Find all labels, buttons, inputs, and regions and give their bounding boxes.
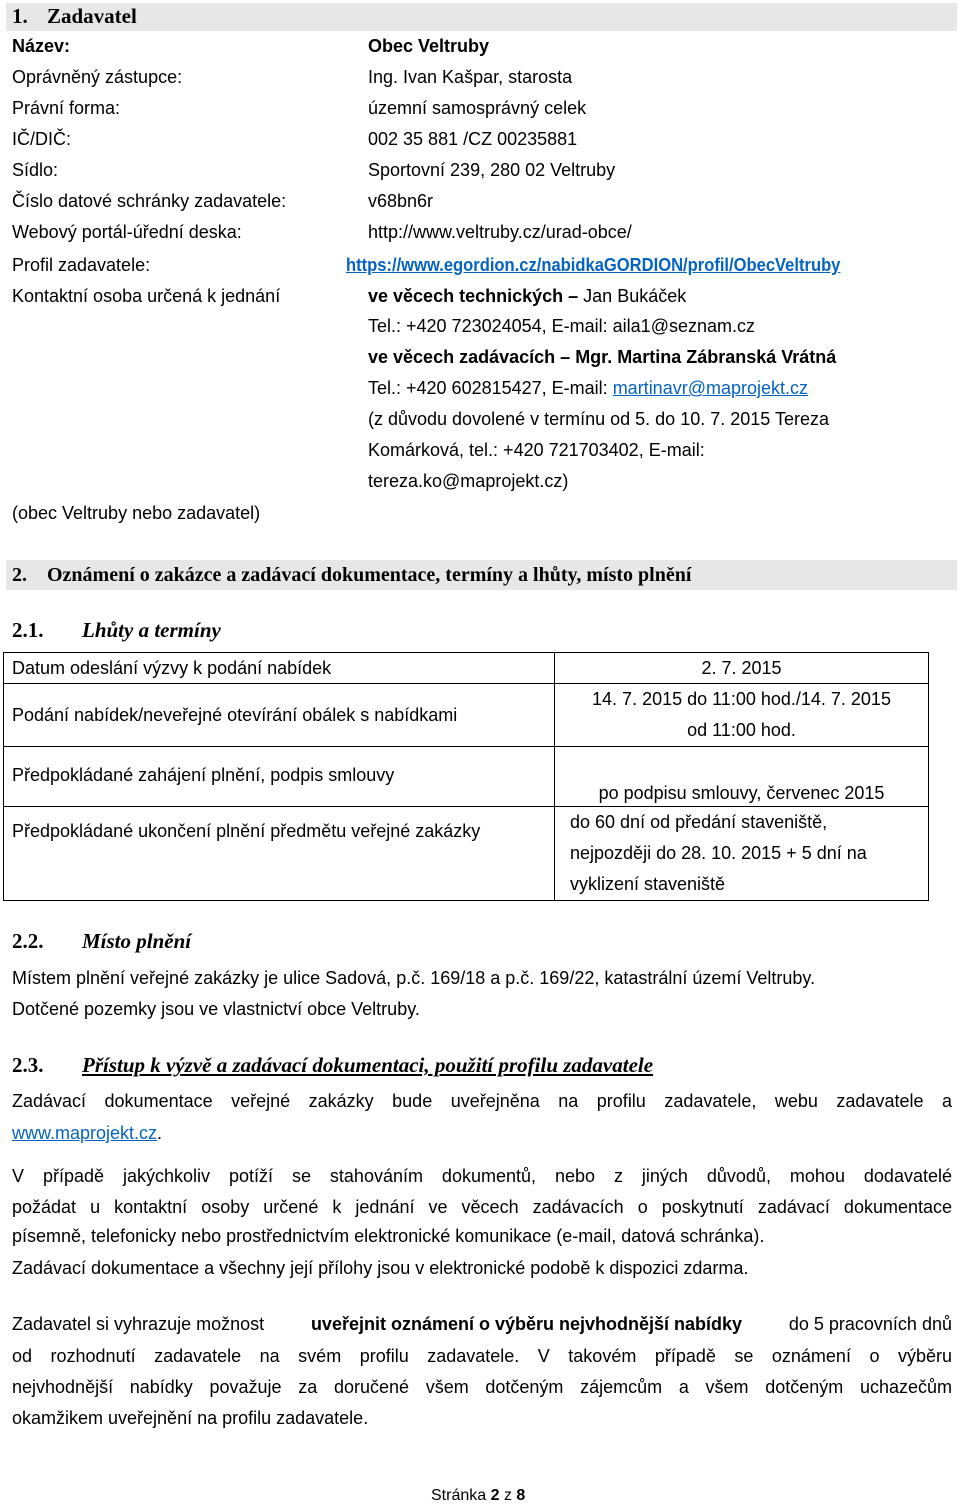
section-2-number: 2. [12, 564, 27, 586]
footer-sep: z [503, 1487, 512, 1504]
section-1-number: 1. [12, 4, 28, 28]
subsection-2-2-title: Místo plnění [82, 929, 192, 953]
p3-part-b: uveřejnit oznámení o výběru nejvhodnější nabídky [310, 1314, 743, 1334]
value-zastupce: Ing. Ivan Kašpar, starosta [368, 67, 573, 87]
pristup-p2-line-3: písemně, telefonicky nebo prostřednictvím elektronické komunikace (e-mail, datová schránka). [12, 1226, 765, 1246]
label-kontaktni-osoba-2: (obec Veltruby nebo zadavatel) [12, 503, 261, 523]
lhuty-table [3, 652, 929, 901]
label-ic-dic: IČ/DIČ: [12, 129, 72, 149]
table-row [4, 653, 929, 684]
footer-prefix: Stránka [431, 1487, 487, 1504]
pristup-p3-line-3: nejvhodnější nabídky považuje za doručené všem dotčeným zájemcům a všem dotčeným uchazečům [12, 1377, 952, 1397]
label-uredni-deska: Webový portál-úřední deska: [12, 222, 242, 242]
value-sidlo: Sportovní 239, 280 02 Veltruby [368, 160, 616, 180]
value-nazev: Obec Veltruby [368, 36, 490, 56]
table-cell-label: Podání nabídek/neveřejné otevírání obálek s nabídkami [4, 684, 555, 747]
footer-page: 2 [490, 1487, 500, 1504]
pristup-p3-line-2: od rozhodnutí zadavatele na svém profilu zadavatele. V takovém případě se oznámení o výběru [12, 1346, 952, 1366]
profil-zadavatele-link[interactable]: https://www.egordion.cz/nabidkaGORDION/profil/ObecVeltruby [346, 255, 841, 275]
zad-prefix: ve věcech zadávacích [368, 347, 556, 367]
p3-part-c: do 5 pracovních dnů [783, 1314, 952, 1334]
value-pravni-forma: územní samosprávný celek [368, 98, 587, 118]
table-cell-line: do 60 dní od předání staveniště, [570, 812, 828, 832]
table-cell-value: 2. 7. 2015 [555, 653, 929, 684]
zad-dash: – [560, 347, 571, 367]
misto-plneni-line-1: Místem plnění veřejné zakázky je ulice Sadová, p.č. 169/18 a p.č. 169/22, katastrální území Veltruby. [12, 968, 816, 988]
pristup-p3-line-4: okamžikem uveřejnění na profilu zadavatele. [12, 1408, 369, 1428]
subsection-2-1-number: 2.1. [12, 618, 44, 642]
label-profil-zadavatele: Profil zadavatele: [12, 255, 151, 275]
label-datova-schranka: Číslo datové schránky zadavatele: [12, 191, 287, 211]
zad-tel: Tel.: +420 602815427, E-mail: [368, 378, 608, 398]
pristup-p1-line-1: Zadávací dokumentace veřejné zakázky bude uveřejněna na profilu zadavatele, webu zadavatele a [12, 1091, 952, 1111]
note-line-3: tereza.ko@maprojekt.cz) [368, 471, 569, 491]
subsection-2-3-number: 2.3. [12, 1053, 44, 1077]
pristup-p2-line-4: Zadávací dokumentace a všechny její přílohy jsou v elektronické podobě k dispozici zdarma. [12, 1258, 749, 1278]
table-row [4, 684, 929, 747]
pristup-p2-line-1: V případě jakýchkoliv potíží se stahováním dokumentů, nebo z jiných důvodů, mohou dodavatelé [12, 1166, 952, 1186]
subsection-2-1-title: Lhůty a termíny [82, 618, 221, 642]
section-1-title: Zadavatel [47, 4, 137, 28]
label-nazev: Název: [12, 36, 71, 56]
value-datova-schranka: v68bn6r [368, 191, 434, 211]
table-cell-label: Předpokládané zahájení plnění, podpis smlouvy [4, 747, 555, 807]
zad-name: Mgr. Martina Zábranská Vrátná [575, 347, 837, 367]
contact-zad-line [368, 378, 808, 398]
maprojekt-link[interactable]: www.maprojekt.cz [12, 1123, 158, 1143]
page-footer [431, 1487, 525, 1505]
tech-dash: – [568, 286, 579, 306]
table-row [4, 747, 929, 807]
pristup-p1-end: . [157, 1123, 163, 1143]
misto-plneni-line-2: Dotčené pozemky jsou ve vlastnictví obce Veltruby. [12, 999, 420, 1019]
table-cell-label: Datum odeslání výzvy k podání nabídek [4, 653, 555, 684]
tech-prefix: ve věcech technických [368, 286, 564, 306]
label-zastupce: Oprávněný zástupce: [12, 67, 183, 87]
label-pravni-forma: Právní forma: [12, 98, 121, 118]
note-line-1: (z důvodu dovolené v termínu od 5. do 10. 7. 2015 Tereza [368, 409, 829, 429]
contact-tech-line: Tel.: +420 723024054, E-mail: aila1@seznam.cz [368, 316, 755, 336]
table-row [4, 807, 929, 901]
table-cell-value [555, 807, 929, 901]
table-cell-label: Předpokládané ukončení plnění předmětu veřejné zakázky [4, 807, 555, 901]
contact-zad [368, 347, 836, 367]
zad-email-link[interactable]: martinavr@maprojekt.cz [612, 378, 809, 398]
section-2-title: Oznámení o zakázce a zadávací dokumentace, termíny a lhůty, místo plnění [47, 564, 692, 586]
label-sidlo: Sídlo: [12, 160, 59, 180]
table-cell-line: vyklizení staveniště [570, 874, 726, 894]
table-cell-line: od 11:00 hod. [687, 720, 796, 740]
p3-part-a: Zadavatel si vyhrazuje možnost [12, 1314, 270, 1334]
table-cell-line: 14. 7. 2015 do 11:00 hod./14. 7. 2015 [592, 689, 891, 709]
note-line-2: Komárková, tel.: +420 721703402, E-mail: [368, 440, 705, 460]
pristup-p1-line-2 [12, 1123, 162, 1143]
pristup-p3-line-1 [12, 1309, 952, 1339]
pristup-p2-line-2: požádat u kontaktní osoby určené k jednání ve věcech zadávacích o poskytnutí zadávací dokumentace [12, 1197, 952, 1217]
section-1-header [6, 3, 957, 31]
table-cell-value: po podpisu smlouvy, červenec 2015 [555, 747, 929, 807]
footer-total: 8 [516, 1487, 526, 1504]
table-cell-line: nejpozději do 28. 10. 2015 + 5 dní na [570, 843, 867, 863]
subsection-2-3-title: Přístup k výzvě a zadávací dokumentaci, použití profilu zadavatele [82, 1053, 654, 1077]
contact-tech [368, 286, 686, 306]
label-kontaktni-osoba: Kontaktní osoba určená k jednání [12, 286, 281, 306]
value-ic-dic: 002 35 881 /CZ 00235881 [368, 129, 578, 149]
tech-name: Jan Bukáček [583, 286, 687, 306]
value-uredni-deska-link[interactable]: http://www.veltruby.cz/urad-obce/ [368, 222, 632, 242]
subsection-2-2-number: 2.2. [12, 929, 44, 953]
table-cell-value [555, 684, 929, 747]
